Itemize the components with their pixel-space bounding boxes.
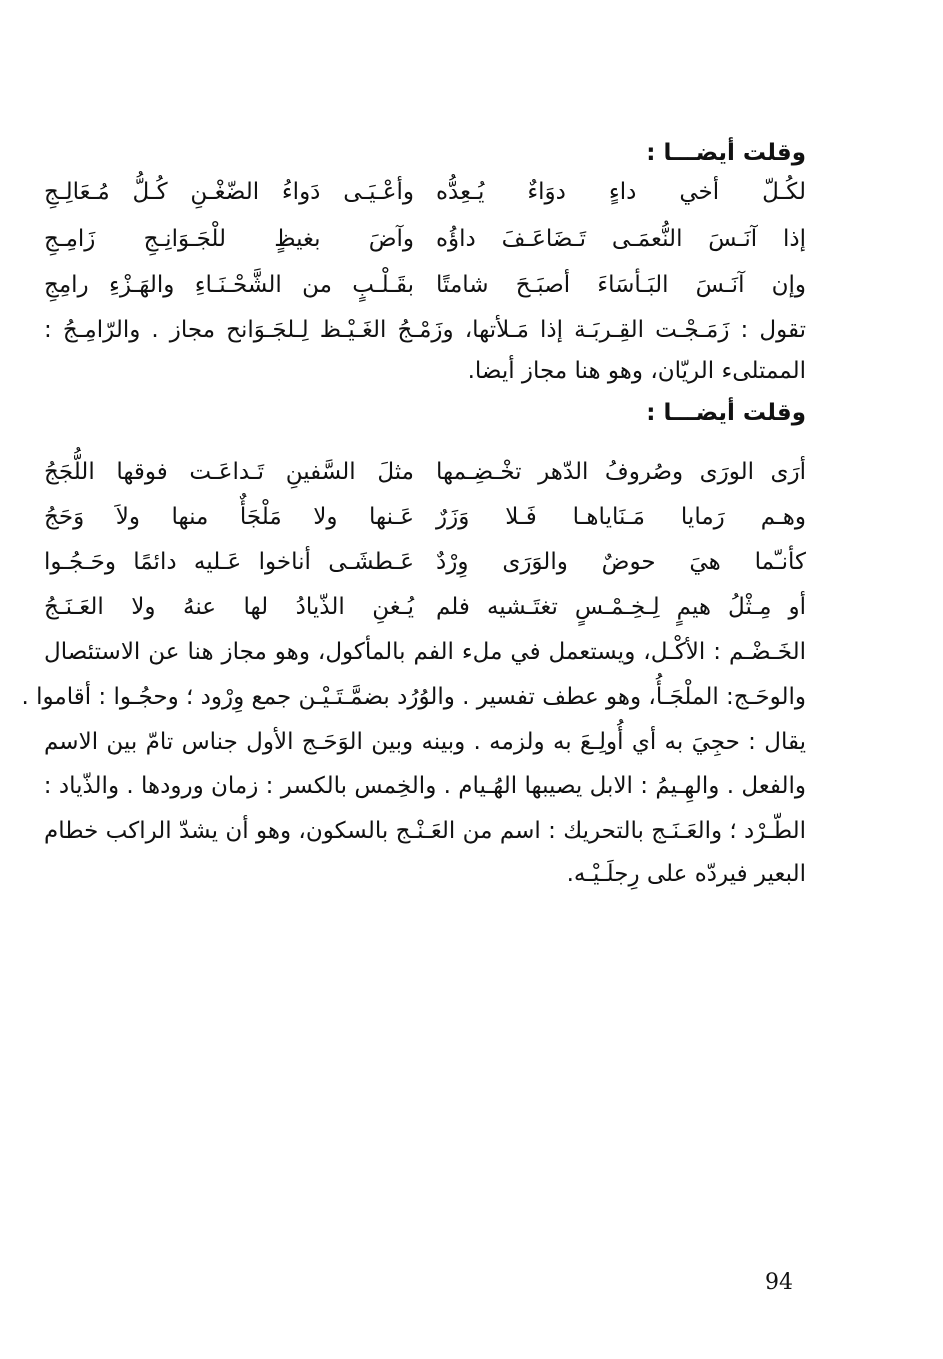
- poem-2-verse-1-first-hemistich: أرَى الورَى وصُروفُ الدّهر تخْـضِـمها: [436, 459, 806, 485]
- poem-1-verse-1-first-hemistich: لكُـلّ أخي داءٍ دوَاءٌ يُـعِدُّه: [436, 179, 806, 205]
- poem-2-verse-4-second-hemistich: يُـغنِ الذّيادُ لها عنهُ ولا العَـنَـجُ: [44, 594, 414, 620]
- page-number: 94: [765, 1270, 793, 1295]
- commentary-2-line-2: والوحَـج: الملْجَـأُ، وهو عطف تفسير . والوُرُد بضمَّـتَـيْـن جمع وِرْود ؛ وحجُـوا : أقاموا .: [21, 684, 806, 710]
- commentary-2-line-5: الطّـرْد ؛ والعَـنَـج بالتحريك : اسم من العَـنْـج بالسكون، وهو أن يشدّ الراكب خطام: [44, 818, 806, 844]
- poem-1-verse-2-second-hemistich: وآضَ بغيظٍ للْجَـوَانِـجِ زَامِـجِ: [44, 226, 414, 252]
- poem-2-verse-4-first-hemistich: أو مِـثْلُ هيمٍ لِـخِـمْـسٍ تغتَـشيه فلم: [436, 594, 806, 620]
- poem-2-verse-3-first-hemistich: كأنـّما هيَ حوضٌ والوَرَى وِرْدٌ: [436, 549, 806, 575]
- commentary-1-line-1: تقول : زَمَـجْـت القِـربَـة إذا مَـلأتها، وزَمْـجُ الغَـيْـظ لِـلجَـوَانح مجاز . والرّامِـجُ :: [44, 317, 806, 343]
- poem-1-verse-3-first-hemistich: وإن آنَـسَ البَـأسَاءَ أصبَـحَ شامتًا: [436, 272, 806, 298]
- poem-1-verse-1-second-hemistich: وأعْـيَـى دَواءُ الضّغْـنِ كُـلُّ مُـعَالِـجِ: [44, 179, 414, 205]
- poem-2-verse-2-first-hemistich: وهـم رَمايا مَـنَاياهـا فَـلا وَزَرٌ: [436, 504, 806, 530]
- commentary-1-line-2: الممتلىء الريّان، وهو هنا مجاز أيضا.: [467, 358, 806, 384]
- commentary-2-line-4: والفعل . والهِـيمُ : الابل يصيبها الهُـيام . والخِمس بالكسر : زمان ورودها . والذّياد :: [43, 773, 806, 799]
- poem-2-verse-3-second-hemistich: عَـطشَـى أناخوا عَـليه دائمًا وحَـجُـوا: [44, 549, 414, 575]
- commentary-2-line-6: البعير فيردّه على رِجلَـيْـه.: [566, 861, 806, 887]
- poem-2-verse-1-second-hemistich: مثلَ السَّفينِ تَـداعَـت فوقها اللُّجَجُ: [44, 459, 414, 485]
- poem-2-verse-2-second-hemistich: عَـنها ولا مَلْجَأٌ منها ولاَ وَحَجُ: [44, 504, 414, 530]
- poem-1-verse-3-second-hemistich: بقَـلْـبٍ من الشَّحْـنَـاءِ والهَـزْءِ رامِجِ: [44, 272, 414, 298]
- poem-1-verse-2-first-hemistich: إذا آنَـسَ النُّعمَـى تَـضَاعَـفَ داؤُه: [436, 226, 806, 252]
- section-heading-2: وقلت أيضـــا :: [646, 400, 806, 426]
- commentary-2-line-3: يقال : حجِيَ به أي أُولِـعَ به ولزمه . وبينه وبين الوَحَـج الأول جناس تامّ بين الاسم: [44, 729, 806, 755]
- commentary-2-line-1: الخَـضْـم : الأكْـل، ويستعمل في ملء الفم بالمأكول، وهو مجاز هنا عن الاستئصال: [44, 639, 806, 665]
- section-heading-1: وقلت أيضـــا :: [646, 140, 806, 166]
